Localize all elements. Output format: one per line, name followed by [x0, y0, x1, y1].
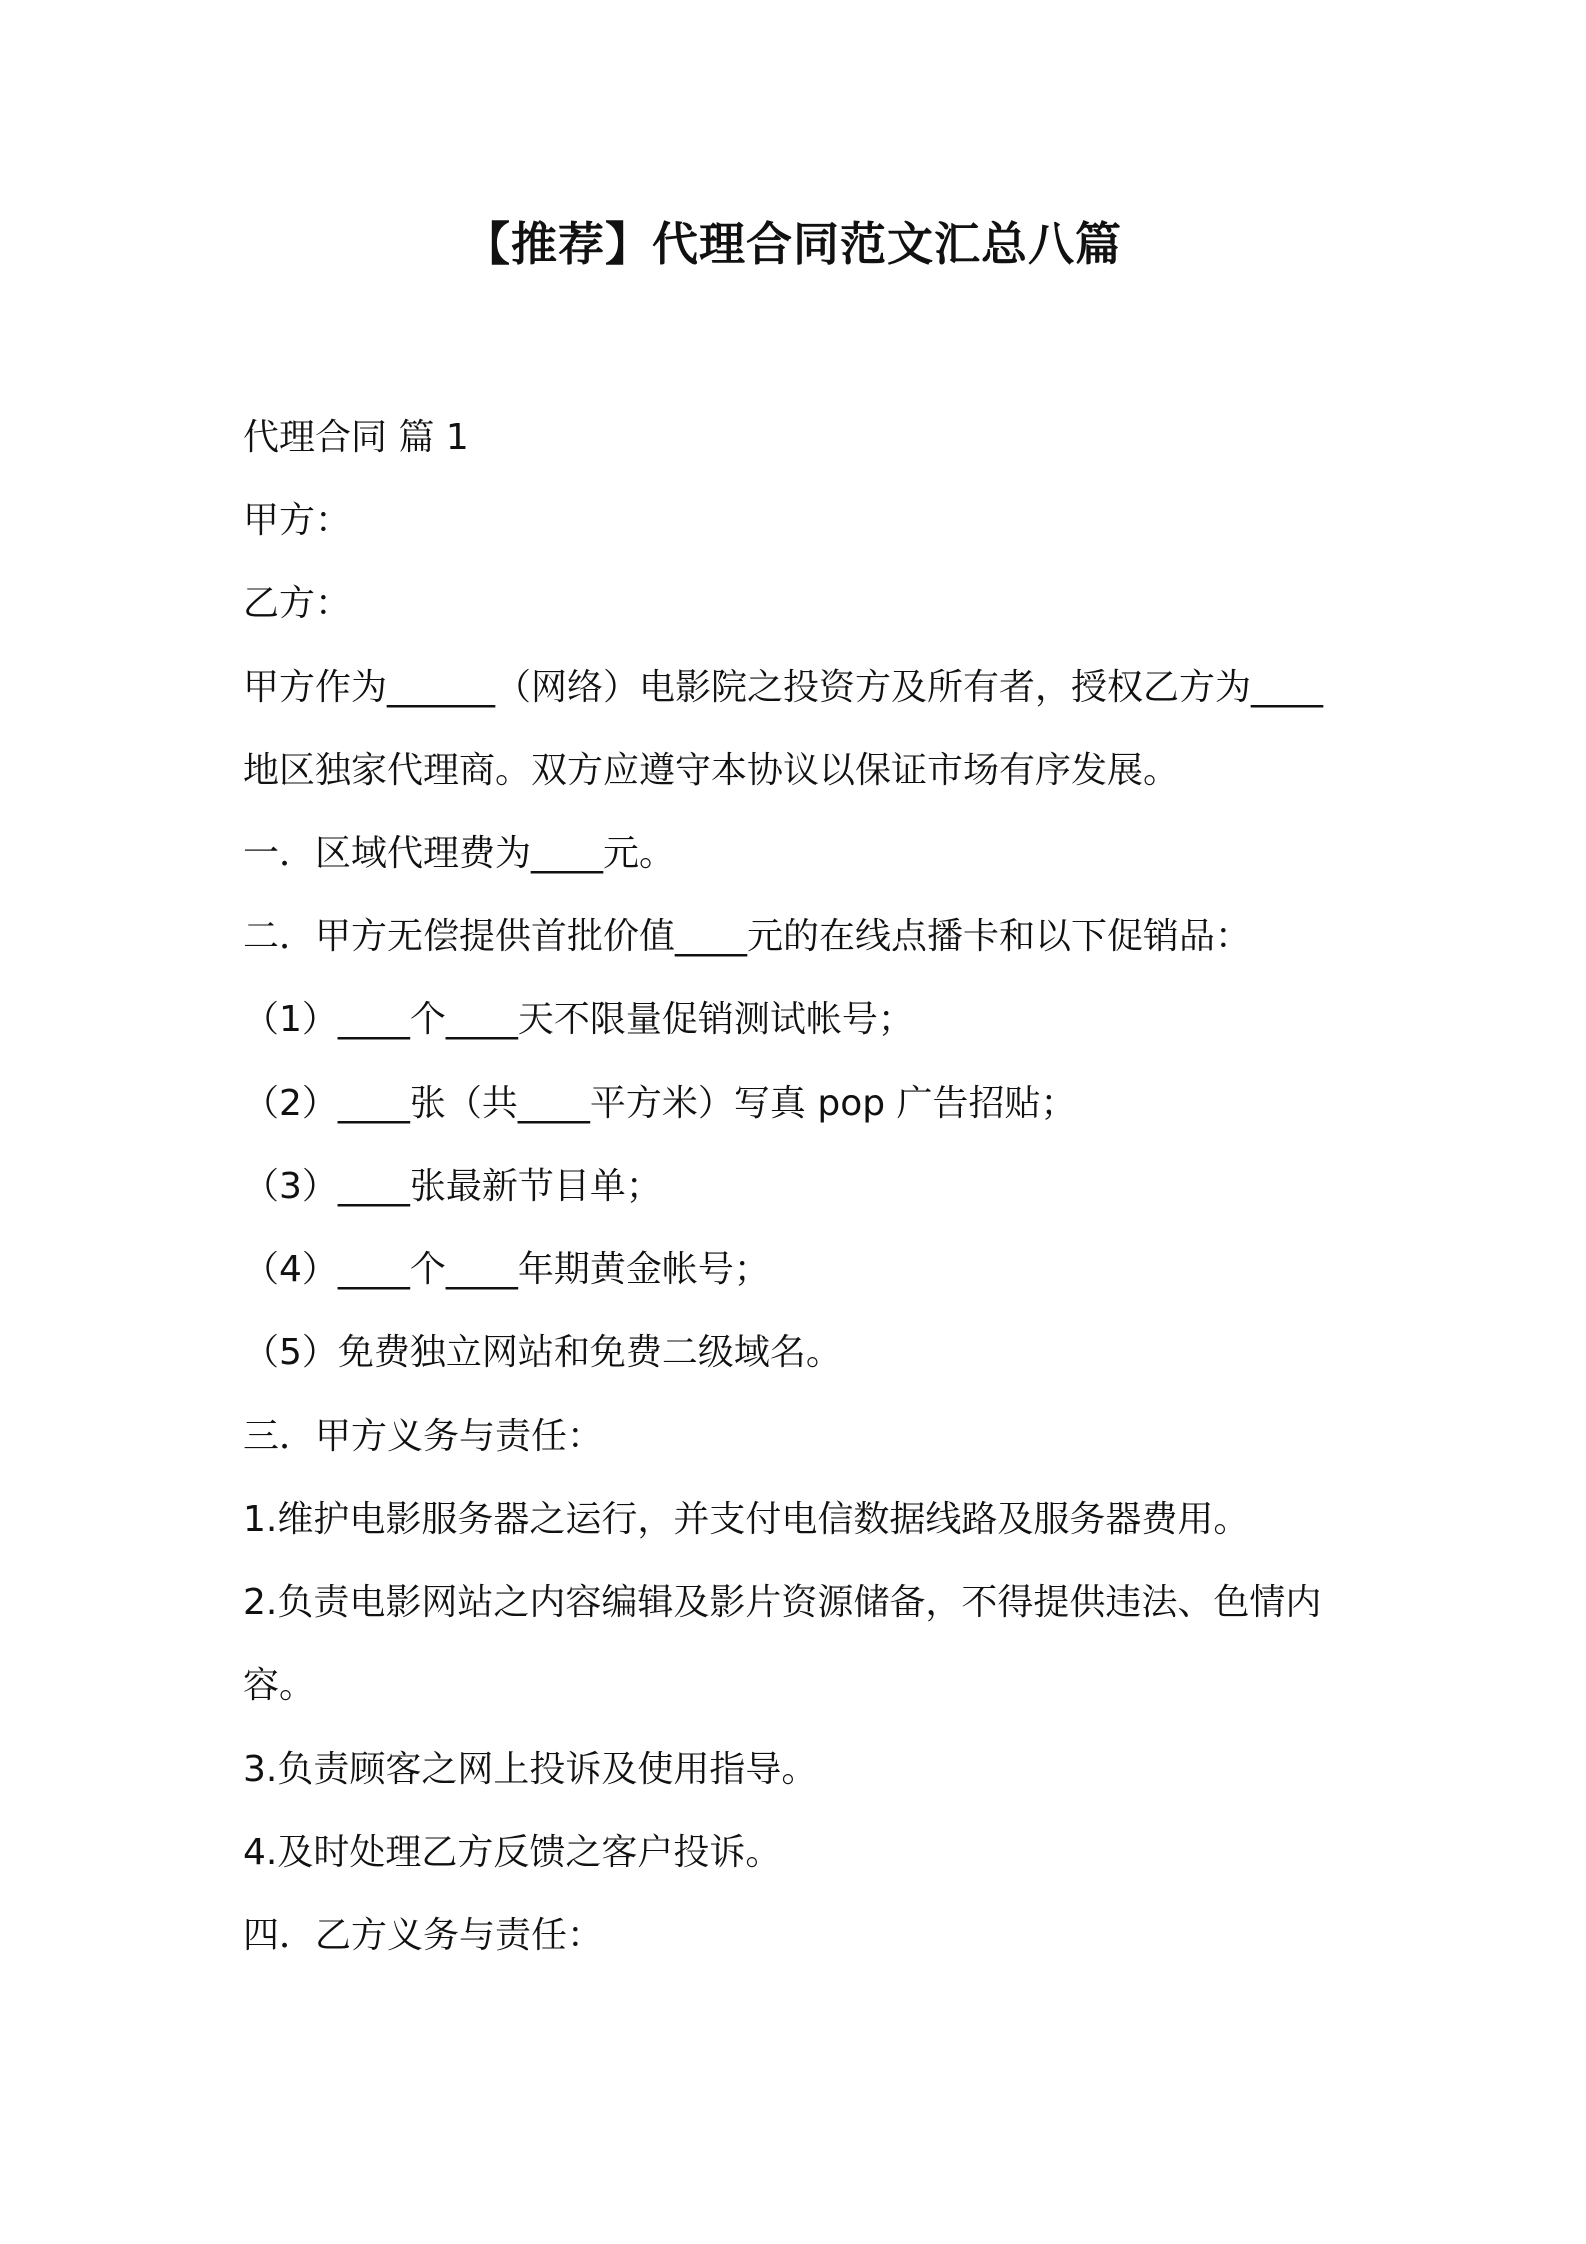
document-title: 【推荐】代理合同范文汇总八篇: [464, 217, 1122, 271]
list-item: （3）____张最新节目单；: [243, 1166, 662, 1207]
paragraph-line: 3.负责顾客之网上投诉及使用指导。: [243, 1749, 818, 1790]
clause-line: 四．乙方义务与责任：: [243, 1915, 604, 1956]
clause-line: 三．甲方义务与责任：: [243, 1416, 604, 1457]
paragraph-line: 容。: [243, 1665, 316, 1706]
list-item: （2）____张（共____平方米）写真 pop 广告招贴；: [243, 1083, 1077, 1124]
clause-line: 二．甲方无偿提供首批价值____元的在线点播卡和以下促销品：: [243, 916, 1252, 957]
paragraph-line: 地区独家代理商。双方应遵守本协议以保证市场有序发展。: [243, 750, 1180, 791]
section-heading: 代理合同 篇 1: [243, 417, 469, 458]
paragraph-line: 甲方作为______（网络）电影院之投资方及所有者，授权乙方为____: [243, 667, 1324, 708]
list-item: （1）____个____天不限量促销测试帐号；: [243, 999, 914, 1040]
clause-line: 一．区域代理费为____元。: [243, 833, 676, 874]
list-item: （4）____个____年期黄金帐号；: [243, 1249, 770, 1290]
paragraph-line: 1.维护电影服务器之运行，并支付电信数据线路及服务器费用。: [243, 1499, 1250, 1540]
party-b-label: 乙方：: [243, 583, 352, 624]
list-item: （5）免费独立网站和免费二级域名。: [243, 1332, 842, 1373]
paragraph-line: 4.及时处理乙方反馈之客户投诉。: [243, 1832, 782, 1873]
paragraph-line: 2.负责电影网站之内容编辑及影片资源储备，不得提供违法、色情内: [243, 1582, 1322, 1623]
party-a-label: 甲方：: [243, 500, 352, 541]
